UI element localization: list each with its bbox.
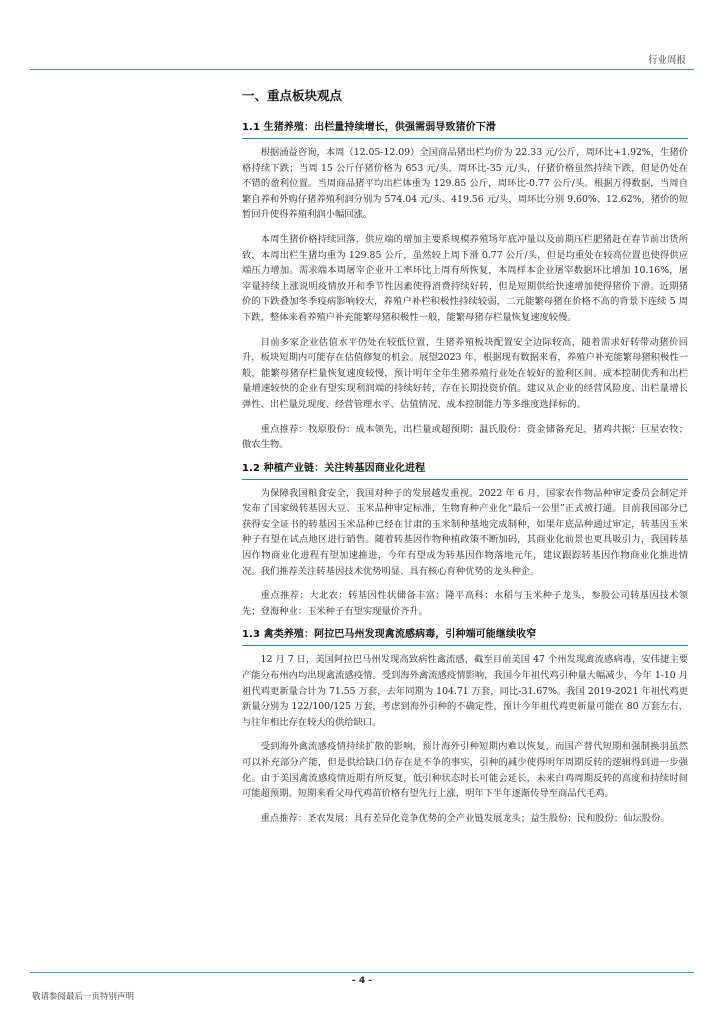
paragraph: 12 月 7 日，美国阿拉巴马州发现高致病性禽流感，截至目前美国 47 个州发现禽流感病毒，安伟捷主要产能分布州内均出现禽流感疫情。受到海外禽流感疫情影响，我国今年祖代鸡引种量大幅减少，今年 1-10 月祖代鸡更新量合计为 71.55 万套，去年同期为 104.71 万套，同比-31.67%。我国 2019-2021 年祖代鸡更新量分别为 122/100/125 万套，考虑到海外引种的不确定性，预计今年祖代鸡更新量可能在 80 万套左右，与往年相比存在较大的供给缺口。 <box>242 654 688 728</box>
disclaimer-note: 敬请参阅最后一页特别声明 <box>32 992 135 1002</box>
page-number: - 4 - <box>352 976 372 986</box>
recommendation-paragraph: 重点推荐：牧原股份：成本领先，出栏量或超预期；温氏股份：资金储备充足，猪鸡共振；巨星农牧；傲农生物。 <box>242 423 688 451</box>
paragraph: 根据涌益咨询，本周（12.05-12.09）全国商品猪出栏均价为 22.33 元/公斤，周环比+1.92%，生猪价格持续下跌；当周 15 公斤仔猪价格为 653 元/头，周环比-35 元/头，仔猪价格虽然持续下跌，但是仍处在不错的盈利位置。当周商品猪平均出栏体重为 129.85 公斤，周环比-0.77 公斤/头。根据万得数据，当周自繁自养和外购仔猪养殖利润分别为 574.04 元/头、419.56 元/头，周环比分别 9.60%、12.62%，猪价的短暂回升使得养殖利润小幅回涨。 <box>242 147 688 221</box>
paragraph: 本周生猪价格持续回落，供应端的增加主要系规模养殖场年底冲量以及前期压栏肥猪赶在春节前出货所致，本周出栏生猪均重为 129.85 公斤，虽然较上周下滑 0.77 公斤/头，但是均重处在较高位置也使得供应端压力增加。需求端本周屠宰企业开工率环比上周有所恢复，本周样本企业屠宰数据环比增加 10.16%，屠宰量持续上涨说明疫情放开和季节性因素使得消费持续好转，但是短期供给快速增加使得猪价下滑。近期猪价的下跌叠加冬季疫病影响较大，养殖户补栏积极性持续较弱，二元能繁母猪在价格不高的背景下连续 5 周下跌，整体来看养殖户补充能繁母猪积极性一般，能繁母猪存栏量恢复速度较慢。 <box>242 233 688 323</box>
subsection-divider <box>242 479 688 480</box>
recommendation-paragraph: 重点推荐：圣农发展：具有差异化竞争优势的全产业链发展龙头；益生股份；民和股份；仙坛股份。 <box>260 812 670 824</box>
header-divider <box>30 69 694 70</box>
paragraph: 为保障我国粮食安全，我国对种子的发展越发重视。2022 年 6 月，国家农作物品种审定委员会制定并发布了国家级转基因大豆、玉米品种审定标准，生物育种产业化“最后一公里”正式被打通。目前我国部分已获得安全证书的转基因玉米品种已经在甘肃的玉米制种基地完成制种，如果年底品种通过审定，转基因玉米种子有望在试点地区进行销售。随着转基因作物种植政策不断加码，其商业化前景也更具吸引力，我国转基因作物商业化进程有望加速推进，今年有望成为转基因作物落地元年，建议跟踪转基因作物商业化推进情况。我们推荐关注转基因技术优势明显、具有核心育种优势的龙头种企。 <box>242 487 688 577</box>
report-type-label: 行业周报 <box>647 55 686 66</box>
footer-divider <box>30 972 694 973</box>
subsection-title-hog: 1.1 生猪养殖：出栏量持续增长，供强需弱导致猪价下滑 <box>242 122 496 133</box>
subsection-title-poultry: 1.3 禽类养殖：阿拉巴马州发现禽流感病毒，引种端可能继续收窄 <box>242 629 537 641</box>
paragraph: 受到海外禽流感疫情持续扩散的影响，预计海外引种短期内难以恢复，而国产替代短期和强制换羽虽然可以补充部分产能，但是供给缺口仍存在是不争的事实，引种的减少使得明年周期反转的逻辑得到进一步强化。由于美国禽流感疫情近期有所反复，低引种状态时长可能会延长，未来白鸡周期反转的高度和持续时间可能超预期。短期来看父母代鸡苗价格有望先行上涨，明年下半年逐渐传导至商品代毛鸡。 <box>242 741 688 800</box>
section-title: 一、重点板块观点 <box>242 88 343 103</box>
subsection-title-seed: 1.2 种植产业链：关注转基因商业化进程 <box>242 462 426 474</box>
main-content <box>242 86 688 832</box>
paragraph: 目前多家企业估值水平仍处在较低位置，生猪养殖板块配置安全边际较高，随着需求好转带动猪价回升，板块短期内可能存在估值修复的机会。展望2023 年，根据现有数据来看，养殖户补充能繁母猪积极性一般，能繁母猪存栏量恢复速度较慢，预计明年全年生猪养殖行业处在较好的盈利区间。成本控制优秀和出栏量增速较快的企业有望实现利润端的持续好转，存在长期投资价值。建议从企业的经营风险度、出栏量增长弹性、出栏量兑现度、经营管理水平、估值情况、成本控制能力等多维度选择标的。 <box>242 336 688 410</box>
subsection-divider <box>242 645 688 646</box>
subsection-divider <box>242 138 688 139</box>
recommendation-paragraph: 重点推荐：大北农：转基因性状储备丰富；隆平高科：水稻与玉米种子龙头，参股公司转基因技术领先；登海种业：玉米种子有望实现量价齐升。 <box>242 590 688 617</box>
